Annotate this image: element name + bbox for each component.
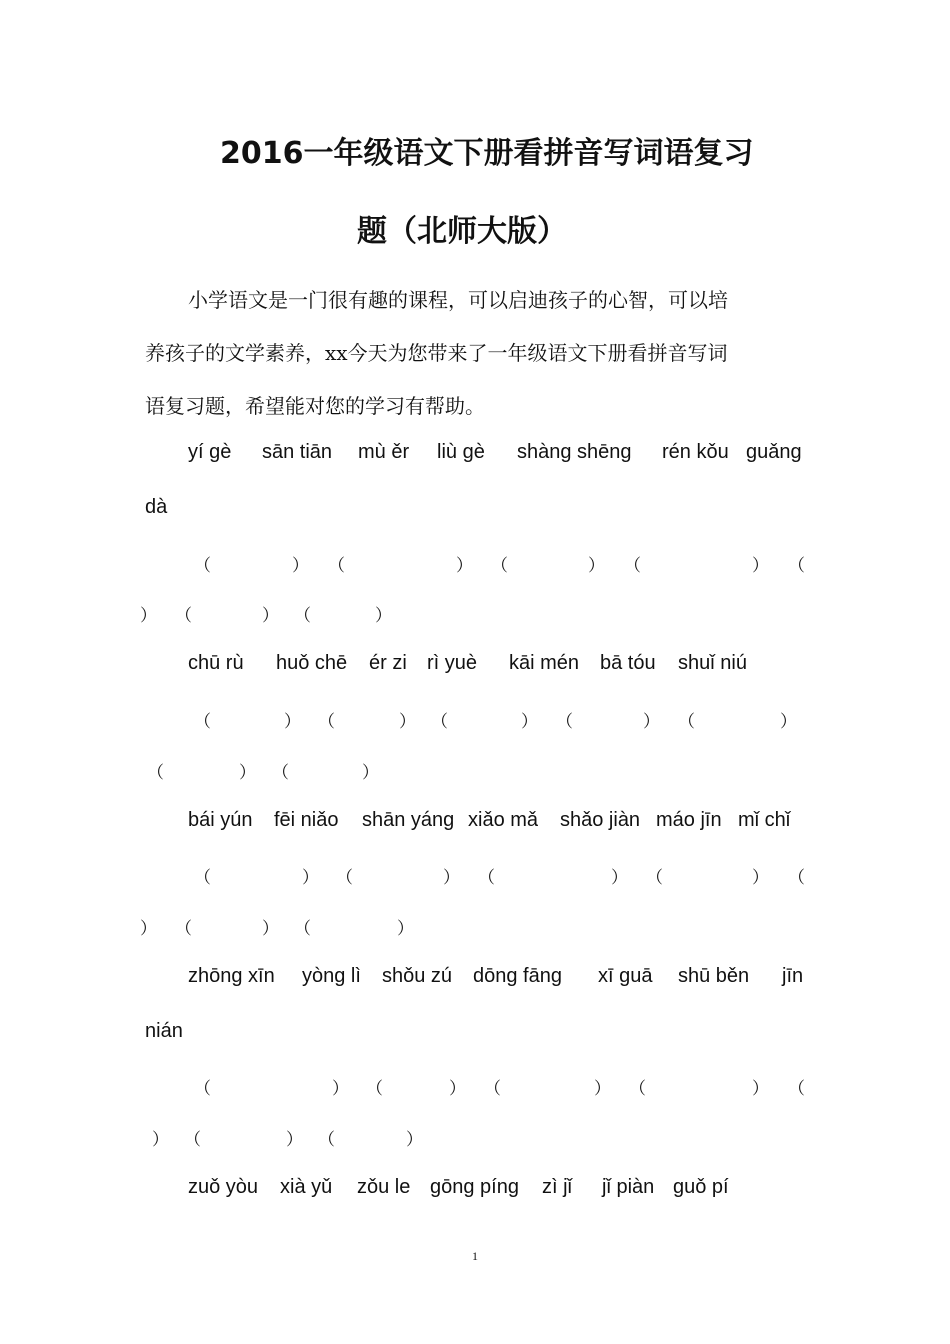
answer-bracket-close: ）	[752, 1079, 769, 1099]
pinyin-word: ér zi	[369, 652, 407, 674]
pinyin-word: zuǒ yòu	[188, 1176, 259, 1198]
answer-bracket-close: ）	[286, 1130, 303, 1150]
answer-bracket-close: ）	[140, 919, 157, 939]
answer-bracket-close: ）	[611, 868, 628, 888]
answer-bracket-close: ）	[262, 606, 279, 626]
pinyin-word: shàng shēng	[517, 441, 632, 463]
page-number: 1	[472, 1249, 478, 1263]
pinyin-word: fēi niǎo	[274, 809, 339, 831]
answer-bracket-open: （	[484, 1079, 501, 1099]
pinyin-word: bái yún	[188, 809, 253, 831]
pinyin-word: gōng píng	[430, 1176, 519, 1198]
answer-bracket-open: （	[272, 763, 289, 783]
answer-bracket-open: （	[318, 712, 335, 732]
answer-bracket-open: （	[366, 1079, 383, 1099]
pinyin-word: bā tóu	[600, 652, 656, 674]
pinyin-word: sān tiān	[262, 441, 333, 463]
intro-line-2: 养孩子的文学素养，xx今天为您带来了一年级语文下册看拼音写词	[145, 341, 728, 365]
pinyin-word: rén kǒu	[662, 441, 729, 463]
answer-bracket-open: （	[478, 868, 495, 888]
answer-bracket-open: （	[175, 919, 192, 939]
answer-bracket-open: （	[624, 556, 641, 576]
answer-bracket-close: ）	[780, 712, 797, 732]
answer-bracket-open: （	[194, 556, 211, 576]
answer-bracket-close: ）	[362, 763, 379, 783]
answer-bracket-close: ）	[588, 556, 605, 576]
pinyin-word: yí gè	[188, 441, 232, 463]
pinyin-word: huǒ chē	[276, 652, 348, 674]
intro-line-3: 语复习题，希望能对您的学习有帮助。	[145, 394, 485, 418]
pinyin-word: shǎo jiàn	[560, 809, 641, 831]
answer-bracket-open: （	[788, 1079, 805, 1099]
pinyin-word: máo jīn	[656, 809, 722, 831]
answer-bracket-close: ）	[375, 606, 392, 626]
answer-bracket-close: ）	[752, 556, 769, 576]
pinyin-word: yòng lì	[302, 965, 361, 987]
answer-bracket-open: （	[194, 712, 211, 732]
pinyin-word: shū běn	[678, 965, 750, 987]
pinyin-word: guǒ pí	[673, 1176, 729, 1198]
answer-bracket-close: ）	[292, 556, 309, 576]
answer-bracket-close: ）	[332, 1079, 349, 1099]
answer-bracket-close: ）	[443, 868, 460, 888]
pinyin-word: nián	[145, 1020, 183, 1042]
pinyin-word: chū rù	[188, 652, 244, 674]
answer-bracket-close: ）	[140, 606, 157, 626]
answer-bracket-open: （	[194, 1079, 211, 1099]
answer-bracket-close: ）	[284, 712, 301, 732]
document-title-line-1: 2016一年级语文下册看拼音写词语复习	[220, 136, 754, 171]
answer-bracket-open: （	[629, 1079, 646, 1099]
answer-bracket-close: ）	[752, 868, 769, 888]
answer-bracket-close: ）	[152, 1130, 169, 1150]
answer-bracket-open: （	[646, 868, 663, 888]
answer-bracket-open: （	[491, 556, 508, 576]
pinyin-word: zì jǐ	[542, 1176, 572, 1198]
answer-bracket-open: （	[294, 919, 311, 939]
pinyin-word: xiǎo mǎ	[468, 809, 539, 831]
answer-bracket-open: （	[294, 606, 311, 626]
pinyin-word: jīn	[782, 965, 804, 987]
pinyin-word: zhōng xīn	[188, 965, 275, 987]
answer-bracket-open: （	[184, 1130, 201, 1150]
pinyin-word: kāi mén	[509, 652, 580, 674]
answer-bracket-close: ）	[406, 1130, 423, 1150]
pinyin-word: shān yáng	[362, 809, 455, 831]
answer-bracket-open: （	[556, 712, 573, 732]
answer-bracket-close: ）	[397, 919, 414, 939]
answer-bracket-close: ）	[449, 1079, 466, 1099]
answer-bracket-open: （	[431, 712, 448, 732]
pinyin-word: dōng fāng	[473, 965, 562, 987]
answer-bracket-close: ）	[239, 763, 256, 783]
pinyin-word: xī guā	[598, 965, 653, 987]
pinyin-word: zǒu le	[357, 1176, 411, 1198]
answer-bracket-close: ）	[594, 1079, 611, 1099]
answer-bracket-close: ）	[262, 919, 279, 939]
answer-bracket-close: ）	[521, 712, 538, 732]
pinyin-word: rì yuè	[427, 652, 478, 674]
answer-bracket-open: （	[788, 868, 805, 888]
answer-bracket-close: ）	[456, 556, 473, 576]
answer-bracket-open: （	[194, 868, 211, 888]
answer-bracket-open: （	[678, 712, 695, 732]
answer-bracket-open: （	[147, 763, 164, 783]
answer-bracket-open: （	[328, 556, 345, 576]
pinyin-word: mù ěr	[358, 441, 410, 463]
pinyin-word: guǎng	[746, 441, 802, 463]
pinyin-word: jǐ piàn	[602, 1176, 655, 1198]
pinyin-word: xià yǔ	[280, 1176, 333, 1198]
answer-bracket-close: ）	[399, 712, 416, 732]
document-title-line-2: 题（北师大版）	[357, 214, 567, 249]
answer-bracket-close: ）	[643, 712, 660, 732]
answer-bracket-open: （	[175, 606, 192, 626]
intro-line-1: 小学语文是一门很有趣的课程，可以启迪孩子的心智，可以培	[188, 288, 728, 312]
pinyin-word: shuǐ niú	[678, 652, 747, 674]
pinyin-word: mǐ chǐ	[738, 809, 791, 831]
answer-bracket-open: （	[788, 556, 805, 576]
answer-bracket-open: （	[318, 1130, 335, 1150]
answer-bracket-open: （	[336, 868, 353, 888]
pinyin-word: liù gè	[437, 441, 485, 463]
pinyin-word: shǒu zú	[382, 965, 453, 987]
pinyin-word: dà	[145, 496, 168, 518]
answer-bracket-close: ）	[302, 868, 319, 888]
